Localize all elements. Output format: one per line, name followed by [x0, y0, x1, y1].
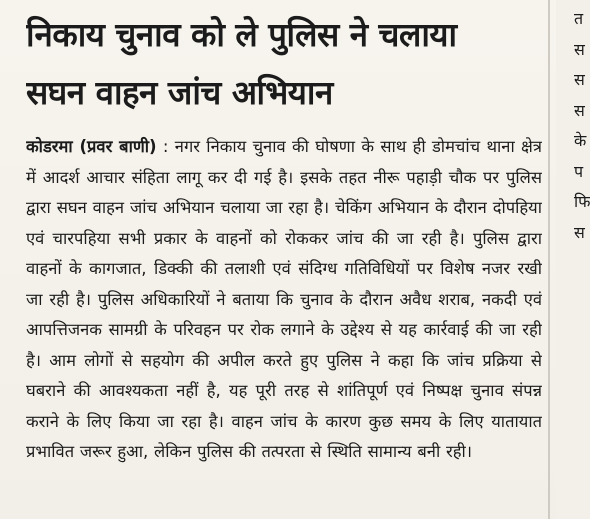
adjacent-column-text: स	[574, 100, 585, 120]
article-body-text: : नगर निकाय चुनाव की घोषणा के साथ ही डोमचांच थाना क्षेत्र में आदर्श आचार संहिता लागू कर दी गई है। इसके तहत नीरू पहाड़ी चौक पर पुलिस द्वारा सघन वाहन जांच अभियान चलाया जा रहा है। चेकिंग अभियान के दौरान दोपहिया एवं चारपहिया सभी प्रकार के वाहनों को रोककर जांच की जा रही है। पुलिस द्वारा वाहनों के कागजात, डिक्की की तलाशी एवं संदिग्ध गतिविधियों पर विशेष नजर रखी जा रही है। पुलिस अधिकारियों ने बताया कि चुनाव के दौरान अवैध शराब, नकदी एवं आपत्तिजनक सामग्री के परिवहन पर रोक लगाने के उद्देश्य से यह कार्रवाई की जा रही है। आम लोगों से सहयोग की अपील करते हुए पुलिस ने कहा कि जांच प्रक्रिया से घबराने की आवश्यकता नहीं है, यह पूरी तरह से शांतिपूर्ण एवं निष्पक्ष चुनाव संपन्न कराने के लिए किया जा रहा है। वाहन जांच के कारण कुछ समय के लिए यातायात प्रभावित जरूर हुआ, लेकिन पुलिस की तत्परता से स्थिति सामान्य बनी रही।	[26, 137, 542, 461]
adjacent-column-text: स	[574, 70, 585, 89]
headline-line-2: सघन वाहन जांच अभियान	[26, 73, 333, 112]
article-body	[26, 132, 542, 468]
adjacent-column-text: के	[574, 131, 587, 150]
headline-line-1: निकाय चुनाव को ले पुलिस ने चलाया	[26, 15, 457, 54]
column-divider	[548, 0, 550, 519]
adjacent-column-text: स	[574, 222, 585, 242]
adjacent-column	[556, 0, 590, 519]
article-headline	[26, 6, 542, 122]
adjacent-column-text: स	[574, 39, 585, 59]
adjacent-column-text: प	[574, 161, 584, 181]
adjacent-column-text: फि	[574, 192, 590, 211]
article-dateline: कोडरमा (प्रवर बाणी)	[26, 137, 157, 156]
adjacent-column-text: त	[574, 9, 584, 28]
news-article	[26, 6, 542, 511]
